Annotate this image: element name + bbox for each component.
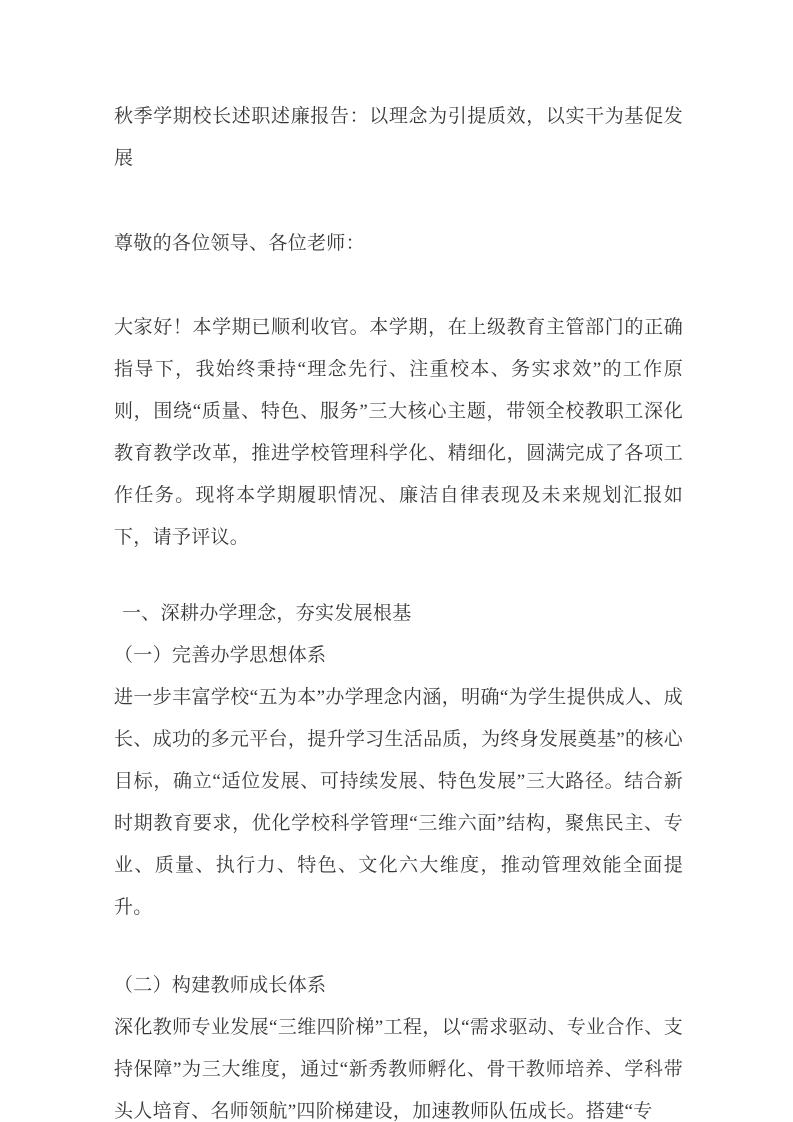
salutation: 尊敬的各位领导、各位老师： <box>114 233 365 254</box>
section-1-heading: 一、深耕办学理念，夯实发展根基 <box>122 603 412 624</box>
opening-paragraph: 大家好！本学期已顺利收官。本学期，在上级教育主管部门的正确指导下，我始终秉持“理念先行、注重校本、务实求效”的工作原则，围绕“质量、特色、服务”三大核心主题，带领全校教职工深化教育教学改革，推进学校管理科学化、精细化，圆满完成了各项工作任务。现将本学期履职情况、廉洁自律表现及未来规划汇报如下，请予评议。 <box>114 317 683 548</box>
subsection-1-2-heading: （二）构建教师成长体系 <box>114 975 327 996</box>
subsection-1-1-heading: （一）完善办学思想体系 <box>114 645 327 666</box>
subsection-1-1-paragraph: 进一步丰富学校“五为本”办学理念内涵，明确“为学生提供成人、成长、成功的多元平台，提升学习生活品质，为终身发展奠基”的核心目标，确立“适位发展、可持续发展、特色发展”三大路径。结合新时期教育要求，优化学校科学管理“三维六面”结构，聚焦民主、专业、质量、执行力、特色、文化六大维度，推动管理效能全面提升。 <box>114 687 683 918</box>
document-title: 秋季学期校长述职述廉报告：以理念为引提质效，以实干为基促发展 <box>114 106 683 169</box>
subsection-1-2-paragraph: 深化教师专业发展“三维四阶梯”工程，以“需求驱动、专业合作、支持保障”为三大维度，通过“新秀教师孵化、骨干教师培养、学科带头人培育、名师领航”四阶梯建设，加速教师队伍成长。搭建“专 <box>114 1017 683 1122</box>
